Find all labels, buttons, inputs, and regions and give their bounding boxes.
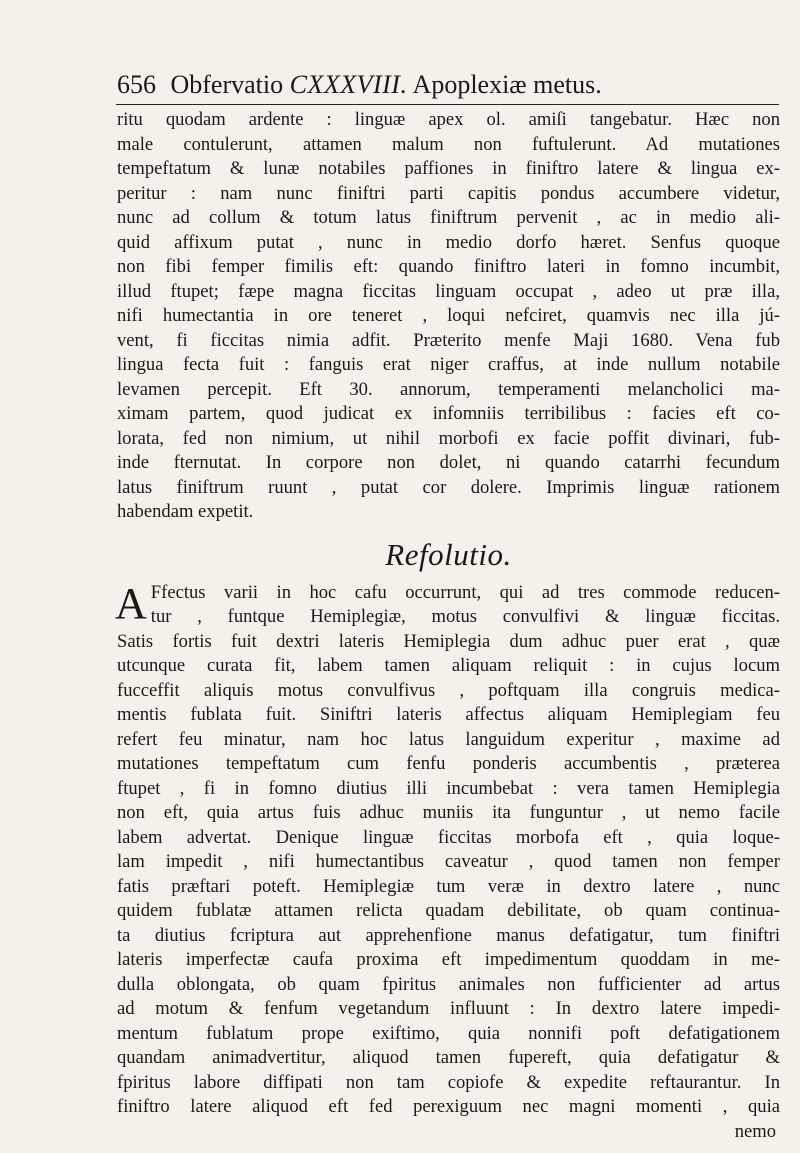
text-line: non eft, quia artus fuis adhuc muniis ita funguntur , ut nemo facile	[117, 802, 780, 823]
catchword: nemo	[734, 1120, 776, 1142]
page-number: 656	[117, 70, 156, 99]
text-line: habendam expetit.	[117, 501, 254, 522]
text-line: labem advertat. Denique linguæ ficcitas morbofa eft , quia loque-	[117, 826, 780, 848]
text-line: Ffectus varii in hoc cafu occurrunt, qui ad tres commode reducen-	[150, 581, 780, 603]
text-line: refert feu minatur, nam hoc latus languidum experitur , maxime ad	[117, 728, 780, 750]
text-line: quidem fublatæ attamen relicta quadam debilitate, ob quam continua-	[117, 900, 780, 921]
text-line: mentis fublata fuit. Siniftri lateris affectus aliquam Hemiplegiam feu	[117, 704, 780, 725]
text-line: mutationes tempeftatum cum fenfu ponderis accumbentis , præterea	[117, 753, 780, 774]
text-line: fucceffit aliquis motus convulfivus , poftquam illa congruis medica-	[117, 679, 780, 701]
text-line: ta diutius fcriptura aut apprehenfione manus defatigatur, tum finiftri	[117, 924, 780, 946]
paragraph-case-description	[117, 108, 780, 525]
text-line: lateris imperfectæ caufa proxima eft impedimentum quoddam in me-	[117, 949, 780, 970]
section-heading: Refolutio.	[385, 536, 512, 572]
text-line: tempeftatum & lunæ notabiles paffiones in finiftro latere & lingua ex-	[117, 158, 780, 179]
text-line: non fibi femper fimilis eft: quando finiftro lateri in fomno incumbit,	[117, 256, 780, 277]
text-line: quandam animadvertitur, aliquod tamen fupereft, quia defatigatur &	[117, 1047, 780, 1068]
text-line: peritur : nam nunc finiftri parti capitis pondus accumbere videtur,	[117, 182, 780, 204]
paragraph-resolution	[115, 578, 780, 1120]
text-line: levamen percepit. Eft 30. annorum, temperamenti melancholici ma-	[117, 378, 780, 400]
title-prefix: Obfervatio	[170, 70, 284, 99]
body-text	[117, 108, 780, 1144]
text-line: mentum fublatum prope exiftimo, quia nonnifi poft defatigationem	[117, 1022, 780, 1044]
text-line: illud ftupet; fæpe magna ficcitas linguam occupat , adeo ut præ illa,	[117, 280, 780, 302]
text-line: fpiritus labore diffipati non tam copiofe & expedite reftaurantur. In	[117, 1071, 780, 1093]
text-line: vent, fi ficcitas nimia adfit. Præterito menfe Maji 1680. Vena fub	[117, 329, 780, 351]
text-line: ad motum & fenfum vegetandum influunt : In dextro latere impedi-	[117, 998, 780, 1019]
text-line: finiftro latere aliquod eft fed perexiguum nec magni momenti , quia	[117, 1096, 780, 1117]
text-line: nunc ad collum & totum latus finiftrum pervenit , ac in medio ali-	[117, 207, 780, 228]
text-line: inde fternutat. In corpore non dolet, ni quando catarrhi fecundum	[117, 452, 780, 473]
text-line: lorata, fed non nimium, ut nihil morbofi ex facie poffit divinari, fub-	[117, 427, 780, 449]
text-line: lingua fecta fuit : fanguis erat niger craffus, at inde nullum notabile	[117, 354, 780, 375]
title-suffix: Apoplexiæ metus.	[412, 70, 602, 99]
text-line: utcunque curata fit, labem tamen aliquam reliquit : in cujus locum	[117, 655, 780, 676]
header-rule	[116, 104, 779, 105]
text-line: fatis præftari poteft. Hemiplegiæ tum veræ in dextro latere , nunc	[117, 875, 780, 897]
drop-cap: A	[115, 578, 147, 628]
text-line: ritu quodam ardente : linguæ apex ol. amiſi tangebatur. Hæc non	[117, 109, 780, 130]
observation-number: CXXXVIII.	[289, 70, 408, 99]
text-line: male contulerunt, attamen malum non fuftulerunt. Ad mutationes	[117, 133, 780, 155]
text-line: quid affixum putat , nunc in medio dorfo hæret. Senfus quoque	[117, 231, 780, 253]
text-line: nifi humectantia in ore teneret , loqui nefciret, quamvis nec illa jú-	[117, 305, 780, 326]
text-line: ftupet , fi in fomno diutius illi incumbebat : vera tamen Hemiplegia	[117, 777, 780, 799]
text-line: ximam partem, quod judicat ex infomniis terribilibus : facies eft co-	[117, 403, 780, 424]
text-line: dulla oblongata, ob quam fpiritus animales non fufficienter ad artus	[117, 973, 780, 995]
text-line: lam impedit , nifi humectantibus caveatur , quod tamen non femper	[117, 851, 780, 872]
text-line: latus finiftrum ruunt , putat cor dolere. Imprimis linguæ rationem	[117, 476, 780, 498]
running-head	[117, 68, 777, 102]
text-line: Satis fortis fuit dextri lateris Hemiplegia dum adhuc puer erat , quæ	[117, 630, 780, 652]
text-line: tur , funtque Hemiplegiæ, motus convulfivi & linguæ ficcitas.	[150, 606, 780, 627]
